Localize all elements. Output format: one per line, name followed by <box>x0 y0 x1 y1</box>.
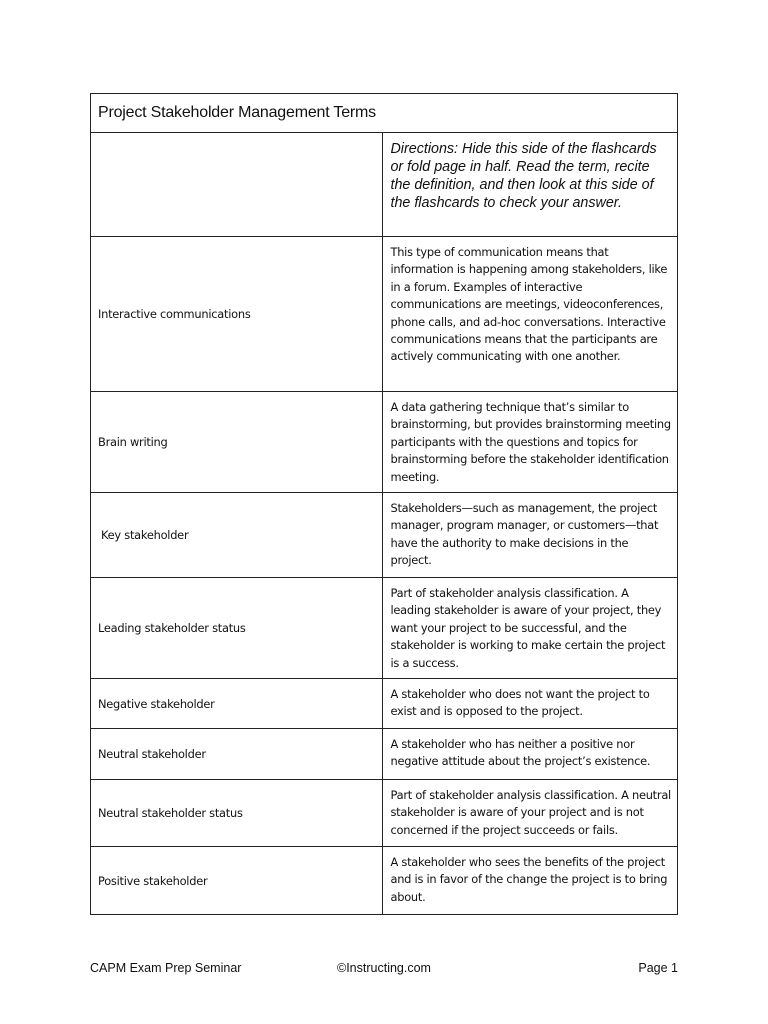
definition-cell: This type of communication means that information is happening among stakeholders, like in a forum. Examples of interactive communications are meetings, videoconferences, phone calls, and ad-hoc conversations. Interactive communications means that the participants are actively communicating with one another. <box>383 237 678 392</box>
term-cell: Neutral stakeholder status <box>91 780 383 847</box>
definition-cell: Part of stakeholder analysis classification. A neutral stakeholder is aware of your project and is not concerned if the project succeeds or fails. <box>383 780 678 847</box>
table-title: Project Stakeholder Management Terms <box>91 94 678 133</box>
term-cell: Neutral stakeholder <box>91 729 383 780</box>
footer-seminar-name: CAPM Exam Prep Seminar <box>90 961 242 975</box>
table-row <box>91 780 678 847</box>
blank-term-cell <box>91 133 383 237</box>
definition-cell: A stakeholder who does not want the project to exist and is opposed to the project. <box>383 679 678 729</box>
definition-cell: Stakeholders—such as management, the project manager, program manager, or customers—that have the authority to make decisions in the project. <box>383 493 678 578</box>
table-row <box>91 578 678 679</box>
table-row <box>91 847 678 915</box>
directions-text: Directions: Hide this side of the flashcards or fold page in half. Read the term, recite the definition, and then look at this side of the flashcards to check your answer. <box>383 133 678 237</box>
footer-page-number: Page 1 <box>638 961 678 975</box>
terms-table <box>90 93 678 915</box>
title-row <box>91 94 678 133</box>
table-row <box>91 729 678 780</box>
definition-cell: A stakeholder who has neither a positive nor negative attitude about the project’s existence. <box>383 729 678 780</box>
term-cell: Brain writing <box>91 392 383 493</box>
table-row <box>91 679 678 729</box>
definition-cell: A stakeholder who sees the benefits of the project and is in favor of the change the project is to bring about. <box>383 847 678 915</box>
table-row <box>91 392 678 493</box>
definition-cell: A data gathering technique that’s similar to brainstorming, but provides brainstorming meeting participants with the questions and topics for brainstorming before the stakeholder identification meeting. <box>383 392 678 493</box>
footer-copyright: ©Instructing.com <box>337 961 431 975</box>
term-cell: Positive stakeholder <box>91 847 383 915</box>
term-cell: Key stakeholder <box>91 493 383 578</box>
term-cell: Leading stakeholder status <box>91 578 383 679</box>
table-row <box>91 237 678 392</box>
definition-cell: Part of stakeholder analysis classification. A leading stakeholder is aware of your project, they want your project to be successful, and the stakeholder is working to make certain the project is a success. <box>383 578 678 679</box>
term-cell: Negative stakeholder <box>91 679 383 729</box>
directions-row <box>91 133 678 237</box>
table-row <box>91 493 678 578</box>
term-cell: Interactive communications <box>91 237 383 392</box>
